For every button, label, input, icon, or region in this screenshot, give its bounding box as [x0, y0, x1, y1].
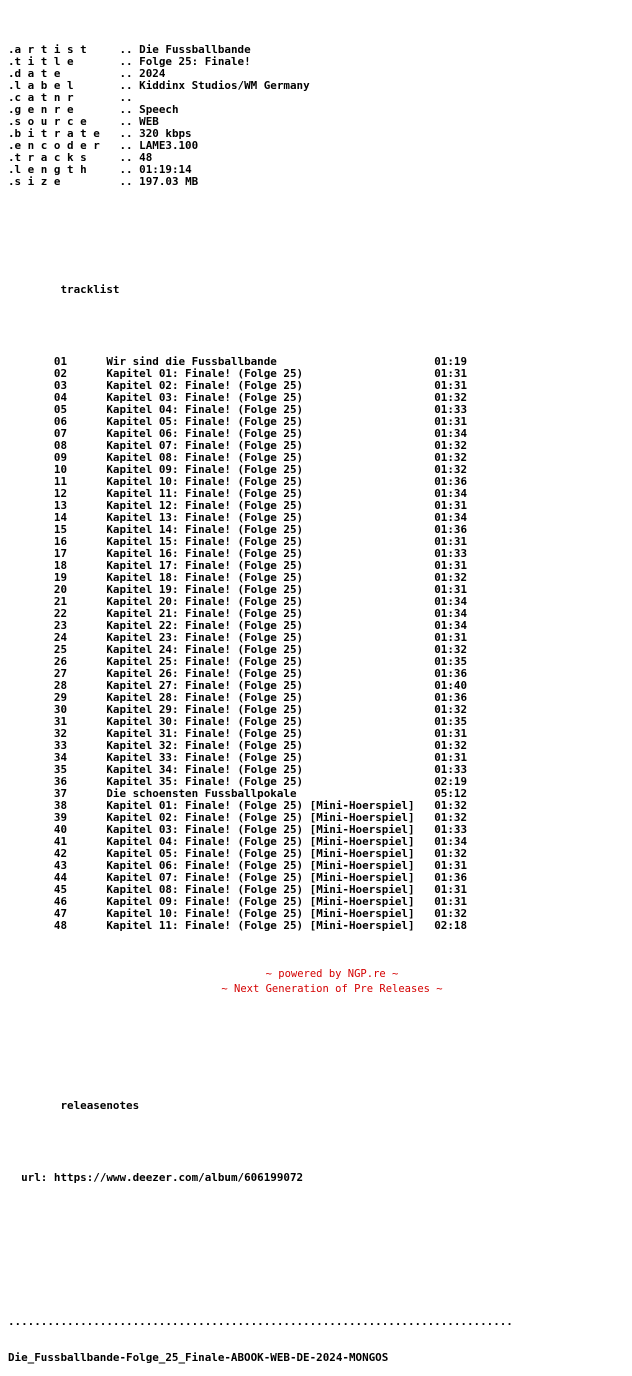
info-separator: .. [119, 115, 133, 128]
info-key: .t i t l e [8, 55, 74, 68]
info-value: LAME3.100 [139, 139, 199, 152]
track-title: Die schoensten Fussballpokale [106, 787, 297, 800]
info-key: .d a t e [8, 67, 61, 80]
track-title: Kapitel 16: Finale! (Folge 25) [106, 547, 304, 560]
track-title: Kapitel 10: Finale! (Folge 25) [Mini-Hoerspiel] [106, 907, 415, 920]
track-duration: 01:36 [434, 475, 468, 488]
track-title: Kapitel 02: Finale! (Folge 25) [106, 379, 304, 392]
track-number: 17 [53, 547, 68, 560]
track-number: 32 [53, 727, 68, 740]
track-duration: 01:31 [434, 499, 468, 512]
track-duration: 02:19 [434, 775, 468, 788]
track-title: Kapitel 12: Finale! (Folge 25) [106, 499, 304, 512]
track-number: 12 [53, 487, 68, 500]
track-number: 30 [53, 703, 68, 716]
track-number: 21 [53, 595, 68, 608]
track-number: 02 [53, 367, 68, 380]
track-title: Kapitel 08: Finale! (Folge 25) [106, 451, 304, 464]
track-duration: 01:32 [434, 439, 468, 452]
track-title: Kapitel 04: Finale! (Folge 25) [106, 403, 304, 416]
track-number: 39 [53, 811, 68, 824]
track-title: Kapitel 13: Finale! (Folge 25) [106, 511, 304, 524]
track-title: Wir sind die Fussballbande [106, 355, 277, 368]
track-duration: 01:31 [434, 751, 468, 764]
info-key: .c a t n r [8, 91, 74, 104]
track-title: Kapitel 14: Finale! (Folge 25) [106, 523, 304, 536]
track-number: 07 [53, 427, 68, 440]
track-number: 22 [53, 607, 68, 620]
track-number: 23 [53, 619, 68, 632]
track-title: Kapitel 29: Finale! (Folge 25) [106, 703, 304, 716]
track-number: 25 [53, 643, 68, 656]
track-duration: 01:31 [434, 583, 468, 596]
track-title: Kapitel 03: Finale! (Folge 25) [106, 391, 304, 404]
track-number: 35 [53, 763, 68, 776]
info-separator: .. [119, 163, 133, 176]
track-duration: 01:36 [434, 667, 468, 680]
track-duration: 01:32 [434, 571, 468, 584]
track-duration: 01:32 [434, 643, 468, 656]
track-number: 03 [53, 379, 68, 392]
info-separator: .. [119, 55, 133, 68]
track-duration: 01:32 [434, 811, 468, 824]
track-title: Kapitel 09: Finale! (Folge 25) [106, 463, 304, 476]
releasenotes-heading: releasenotes [60, 1099, 140, 1112]
track-title: Kapitel 10: Finale! (Folge 25) [106, 475, 304, 488]
track-title: Kapitel 33: Finale! (Folge 25) [106, 751, 304, 764]
release-name: Die_Fussballbande-Folge_25_Finale-ABOOK-WEB-DE-2024-MONGOS [8, 1351, 389, 1364]
track-title: Kapitel 27: Finale! (Folge 25) [106, 679, 304, 692]
track-duration: 01:33 [434, 763, 468, 776]
track-number: 10 [53, 463, 68, 476]
tagline-text: ~ Next Generation of Pre Releases ~ [221, 983, 443, 995]
track-title: Kapitel 01: Finale! (Folge 25) [106, 367, 304, 380]
track-number: 01 [53, 355, 68, 368]
track-number: 27 [53, 667, 68, 680]
info-value: Folge 25: Finale! [139, 55, 251, 68]
track-title: Kapitel 23: Finale! (Folge 25) [106, 631, 304, 644]
info-separator: .. [119, 79, 133, 92]
track-duration: 01:33 [434, 403, 468, 416]
track-title: Kapitel 17: Finale! (Folge 25) [106, 559, 304, 572]
track-duration: 01:32 [434, 907, 468, 920]
url-label: url: [21, 1171, 48, 1184]
track-title: Kapitel 19: Finale! (Folge 25) [106, 583, 304, 596]
track-duration: 01:31 [434, 631, 468, 644]
track-number: 26 [53, 655, 68, 668]
release-info [8, 44, 513, 188]
track-number: 06 [53, 415, 68, 428]
tracklist [8, 356, 513, 932]
track-duration: 01:31 [434, 415, 468, 428]
track-duration: 01:31 [434, 727, 468, 740]
track-number: 46 [53, 895, 68, 908]
info-key: .a r t i s t [8, 43, 87, 56]
track-title: Kapitel 03: Finale! (Folge 25) [Mini-Hoerspiel] [106, 823, 415, 836]
track-duration: 01:36 [434, 523, 468, 536]
track-duration: 01:35 [434, 715, 468, 728]
track-duration: 01:32 [434, 451, 468, 464]
track-duration: 01:34 [434, 835, 468, 848]
track-duration: 01:34 [434, 595, 468, 608]
info-value: Die Fussballbande [139, 43, 251, 56]
track-title: Kapitel 24: Finale! (Folge 25) [106, 643, 304, 656]
track-number: 34 [53, 751, 68, 764]
track-duration: 01:32 [434, 847, 468, 860]
info-key: .b i t r a t e [8, 127, 100, 140]
info-key: .e n c o d e r [8, 139, 100, 152]
track-number: 41 [53, 835, 68, 848]
track-number: 36 [53, 775, 68, 788]
track-duration: 01:40 [434, 679, 468, 692]
track-number: 45 [53, 883, 68, 896]
track-title: Kapitel 18: Finale! (Folge 25) [106, 571, 304, 584]
track-title: Kapitel 22: Finale! (Folge 25) [106, 619, 304, 632]
track-title: Kapitel 05: Finale! (Folge 25) [106, 415, 304, 428]
track-title: Kapitel 21: Finale! (Folge 25) [106, 607, 304, 620]
track-number: 31 [53, 715, 68, 728]
track-duration: 01:31 [434, 883, 468, 896]
powered-by-link[interactable]: ~ powered by NGP.re ~ [265, 968, 399, 980]
info-value: 197.03 MB [139, 175, 199, 188]
track-title: Kapitel 31: Finale! (Folge 25) [106, 727, 304, 740]
track-number: 15 [53, 523, 68, 536]
info-separator: .. [119, 67, 133, 80]
track-number: 19 [53, 571, 68, 584]
track-duration: 01:19 [434, 355, 468, 368]
track-title: Kapitel 25: Finale! (Folge 25) [106, 655, 304, 668]
track-title: Kapitel 35: Finale! (Folge 25) [106, 775, 304, 788]
info-value: 48 [139, 151, 153, 164]
track-duration: 01:32 [434, 799, 468, 812]
track-number: 18 [53, 559, 68, 572]
track-number: 44 [53, 871, 68, 884]
track-duration: 01:35 [434, 655, 468, 668]
track-number: 43 [53, 859, 68, 872]
track-title: Kapitel 09: Finale! (Folge 25) [Mini-Hoerspiel] [106, 895, 415, 908]
track-row [8, 920, 513, 932]
info-key: .t r a c k s [8, 151, 87, 164]
info-separator: .. [119, 175, 133, 188]
track-number: 29 [53, 691, 68, 704]
info-separator: .. [119, 151, 133, 164]
track-duration: 01:33 [434, 823, 468, 836]
track-duration: 01:34 [434, 619, 468, 632]
info-value: Speech [139, 103, 179, 116]
track-duration: 01:32 [434, 703, 468, 716]
track-title: Kapitel 11: Finale! (Folge 25) [106, 487, 304, 500]
url-link[interactable]: https://www.deezer.com/album/606199072 [53, 1171, 304, 1184]
info-key: .g e n r e [8, 103, 74, 116]
info-key: .l e n g t h [8, 163, 87, 176]
track-duration: 01:32 [434, 739, 468, 752]
footer [0, 967, 632, 997]
track-number: 08 [53, 439, 68, 452]
info-row [8, 176, 513, 188]
track-number: 37 [53, 787, 68, 800]
track-number: 40 [53, 823, 68, 836]
track-number: 04 [53, 391, 68, 404]
track-title: Kapitel 34: Finale! (Folge 25) [106, 763, 304, 776]
tracklist-heading: tracklist [60, 283, 120, 296]
track-title: Kapitel 15: Finale! (Folge 25) [106, 535, 304, 548]
info-value: 320 kbps [139, 127, 192, 140]
track-number: 42 [53, 847, 68, 860]
track-title: Kapitel 11: Finale! (Folge 25) [Mini-Hoerspiel] [106, 919, 415, 932]
info-separator: .. [119, 139, 133, 152]
track-duration: 01:31 [434, 895, 468, 908]
track-duration: 01:36 [434, 871, 468, 884]
track-duration: 01:31 [434, 859, 468, 872]
track-duration: 01:31 [434, 535, 468, 548]
info-separator: .. [119, 43, 133, 56]
track-title: Kapitel 32: Finale! (Folge 25) [106, 739, 304, 752]
track-title: Kapitel 07: Finale! (Folge 25) [106, 439, 304, 452]
track-duration: 01:34 [434, 511, 468, 524]
track-number: 24 [53, 631, 68, 644]
divider-line: ............................................................................. [8, 1315, 513, 1328]
track-number: 38 [53, 799, 68, 812]
track-title: Kapitel 30: Finale! (Folge 25) [106, 715, 304, 728]
track-title: Kapitel 07: Finale! (Folge 25) [Mini-Hoerspiel] [106, 871, 415, 884]
track-title: Kapitel 02: Finale! (Folge 25) [Mini-Hoerspiel] [106, 811, 415, 824]
info-value: WEB [139, 115, 159, 128]
track-duration: 01:34 [434, 607, 468, 620]
track-duration: 01:32 [434, 463, 468, 476]
track-duration: 02:18 [434, 919, 468, 932]
track-number: 05 [53, 403, 68, 416]
info-separator: .. [119, 127, 133, 140]
track-number: 33 [53, 739, 68, 752]
track-title: Kapitel 04: Finale! (Folge 25) [Mini-Hoerspiel] [106, 835, 415, 848]
info-value: 01:19:14 [139, 163, 192, 176]
track-title: Kapitel 06: Finale! (Folge 25) [Mini-Hoerspiel] [106, 859, 415, 872]
track-title: Kapitel 05: Finale! (Folge 25) [Mini-Hoerspiel] [106, 847, 415, 860]
track-duration: 05:12 [434, 787, 468, 800]
track-number: 14 [53, 511, 68, 524]
track-title: Kapitel 06: Finale! (Folge 25) [106, 427, 304, 440]
info-separator: .. [119, 91, 133, 104]
track-duration: 01:31 [434, 559, 468, 572]
track-title: Kapitel 20: Finale! (Folge 25) [106, 595, 304, 608]
track-number: 47 [53, 907, 68, 920]
info-value: 2024 [139, 67, 166, 80]
track-number: 16 [53, 535, 68, 548]
info-key: .s o u r c e [8, 115, 87, 128]
track-duration: 01:34 [434, 427, 468, 440]
nfo-text [8, 20, 513, 1376]
track-duration: 01:34 [434, 487, 468, 500]
track-title: Kapitel 08: Finale! (Folge 25) [Mini-Hoerspiel] [106, 883, 415, 896]
info-value: Kiddinx Studios/WM Germany [139, 79, 310, 92]
track-duration: 01:36 [434, 691, 468, 704]
track-duration: 01:33 [434, 547, 468, 560]
info-separator: .. [119, 103, 133, 116]
track-number: 11 [53, 475, 68, 488]
track-number: 13 [53, 499, 68, 512]
info-key: .s i z e [8, 175, 61, 188]
track-number: 48 [53, 919, 68, 932]
track-title: Kapitel 28: Finale! (Folge 25) [106, 691, 304, 704]
track-duration: 01:32 [434, 391, 468, 404]
track-number: 20 [53, 583, 68, 596]
track-title: Kapitel 01: Finale! (Folge 25) [Mini-Hoerspiel] [106, 799, 415, 812]
track-duration: 01:31 [434, 367, 468, 380]
info-key: .l a b e l [8, 79, 74, 92]
track-duration: 01:31 [434, 379, 468, 392]
track-number: 09 [53, 451, 68, 464]
track-title: Kapitel 26: Finale! (Folge 25) [106, 667, 304, 680]
track-number: 28 [53, 679, 68, 692]
